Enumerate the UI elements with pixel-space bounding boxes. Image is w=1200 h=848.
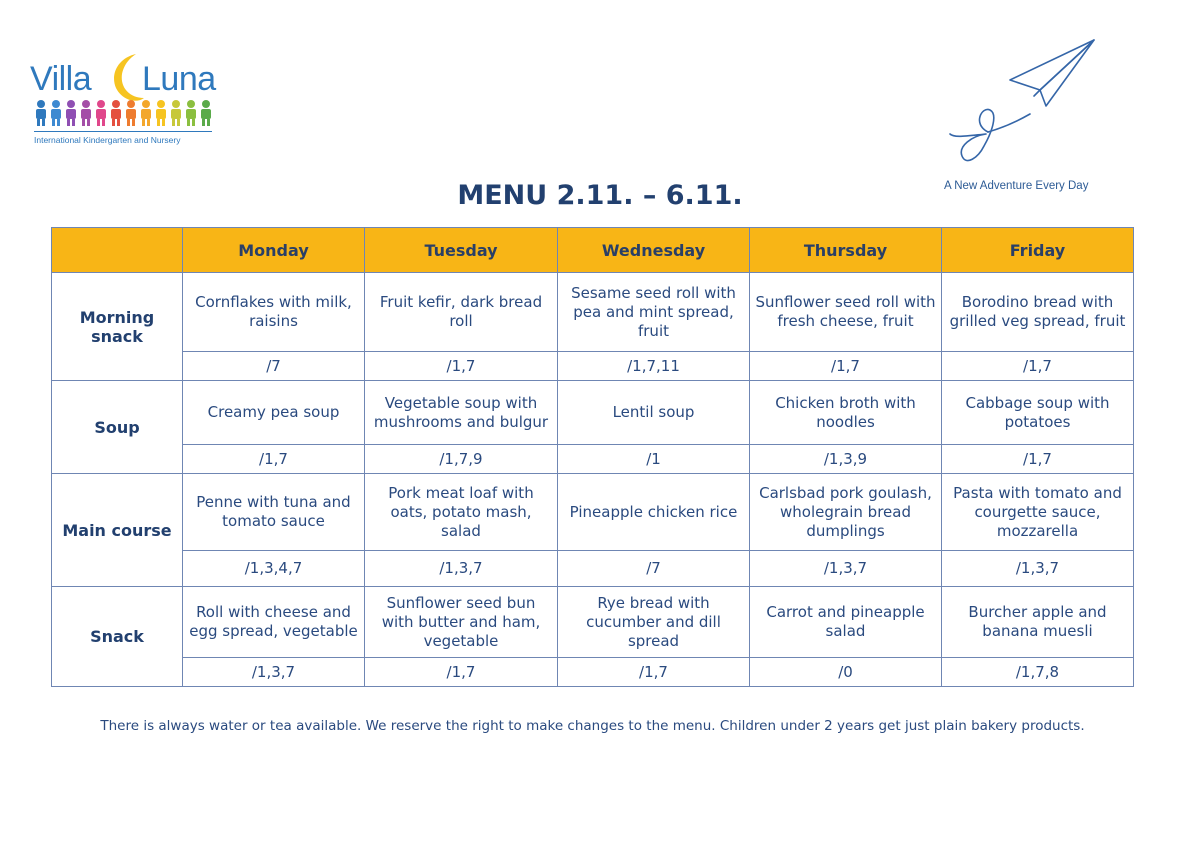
allergen-cell: /1,3,7 bbox=[183, 658, 365, 687]
dish-cell: Penne with tuna and tomato sauce bbox=[183, 474, 365, 551]
table-header-row bbox=[52, 228, 1134, 273]
dish-cell: Cabbage soup with potatoes bbox=[942, 381, 1134, 445]
allergen-cell: /1,7 bbox=[558, 658, 750, 687]
header-day: Wednesday bbox=[558, 228, 750, 273]
dish-cell: Roll with cheese and egg spread, vegetable bbox=[183, 587, 365, 658]
menu-table bbox=[51, 227, 1134, 687]
allergen-cell: /1 bbox=[558, 445, 750, 474]
header-day: Tuesday bbox=[365, 228, 558, 273]
dish-cell: Pork meat loaf with oats, potato mash, salad bbox=[365, 474, 558, 551]
dish-row bbox=[52, 381, 1134, 445]
dish-cell: Creamy pea soup bbox=[183, 381, 365, 445]
allergen-cell: /1,7 bbox=[942, 445, 1134, 474]
dish-cell: Pineapple chicken rice bbox=[558, 474, 750, 551]
allergen-cell: /1,3,7 bbox=[750, 551, 942, 587]
allergen-cell: /1,3,7 bbox=[365, 551, 558, 587]
header-day: Monday bbox=[183, 228, 365, 273]
allergen-cell: /1,7 bbox=[365, 352, 558, 381]
allergen-row bbox=[52, 352, 1134, 381]
logo-divider bbox=[34, 131, 212, 132]
logo-tagline: International Kindergarten and Nursery bbox=[34, 135, 181, 145]
logo-word-villa: Villa bbox=[30, 60, 92, 98]
dish-cell: Carrot and pineapple salad bbox=[750, 587, 942, 658]
logo-word-luna: Luna bbox=[142, 60, 216, 98]
footer-note: There is always water or tea available. We reserve the right to make changes to the menu. Children under 2 years get just plain bakery products. bbox=[100, 718, 1085, 734]
dish-cell: Chicken broth with noodles bbox=[750, 381, 942, 445]
allergen-cell: /1,7,9 bbox=[365, 445, 558, 474]
meal-category: Morning snack bbox=[52, 273, 183, 381]
dish-cell: Sunflower seed roll with fresh cheese, fruit bbox=[750, 273, 942, 352]
dish-row bbox=[52, 587, 1134, 658]
header-day: Thursday bbox=[750, 228, 942, 273]
moon-icon bbox=[106, 52, 146, 104]
dish-cell: Borodino bread with grilled veg spread, fruit bbox=[942, 273, 1134, 352]
allergen-row bbox=[52, 445, 1134, 474]
allergen-cell: /1,7 bbox=[750, 352, 942, 381]
allergen-row bbox=[52, 658, 1134, 687]
allergen-cell: /7 bbox=[558, 551, 750, 587]
allergen-cell: /1,7,8 bbox=[942, 658, 1134, 687]
header-day: Friday bbox=[942, 228, 1134, 273]
dish-row bbox=[52, 474, 1134, 551]
dish-cell: Pasta with tomato and courgette sauce, mozzarella bbox=[942, 474, 1134, 551]
allergen-cell: /1,3,4,7 bbox=[183, 551, 365, 587]
allergen-cell: /1,7 bbox=[365, 658, 558, 687]
meal-category: Snack bbox=[52, 587, 183, 687]
allergen-cell: /1,3,7 bbox=[942, 551, 1134, 587]
paper-plane-icon bbox=[942, 36, 1102, 171]
dish-row bbox=[52, 273, 1134, 352]
dish-cell: Carlsbad pork goulash, wholegrain bread dumplings bbox=[750, 474, 942, 551]
children-figures-icon bbox=[34, 98, 212, 128]
allergen-cell: /1,7 bbox=[942, 352, 1134, 381]
allergen-row bbox=[52, 551, 1134, 587]
meal-category: Main course bbox=[52, 474, 183, 587]
allergen-cell: /1,7 bbox=[183, 445, 365, 474]
dish-cell: Sesame seed roll with pea and mint spread, fruit bbox=[558, 273, 750, 352]
school-logo bbox=[28, 52, 228, 152]
dish-cell: Burcher apple and banana muesli bbox=[942, 587, 1134, 658]
allergen-cell: /1,3,9 bbox=[750, 445, 942, 474]
allergen-cell: /7 bbox=[183, 352, 365, 381]
dish-cell: Fruit kefir, dark bread roll bbox=[365, 273, 558, 352]
allergen-cell: /1,7,11 bbox=[558, 352, 750, 381]
slogan: A New Adventure Every Day bbox=[944, 180, 1089, 192]
dish-cell: Lentil soup bbox=[558, 381, 750, 445]
dish-cell: Sunflower seed bun with butter and ham, vegetable bbox=[365, 587, 558, 658]
dish-cell: Vegetable soup with mushrooms and bulgur bbox=[365, 381, 558, 445]
meal-category: Soup bbox=[52, 381, 183, 474]
header-corner-cell bbox=[52, 228, 183, 273]
allergen-cell: /0 bbox=[750, 658, 942, 687]
dish-cell: Cornflakes with milk, raisins bbox=[183, 273, 365, 352]
dish-cell: Rye bread with cucumber and dill spread bbox=[558, 587, 750, 658]
page-title: MENU 2.11. – 6.11. bbox=[457, 180, 743, 211]
